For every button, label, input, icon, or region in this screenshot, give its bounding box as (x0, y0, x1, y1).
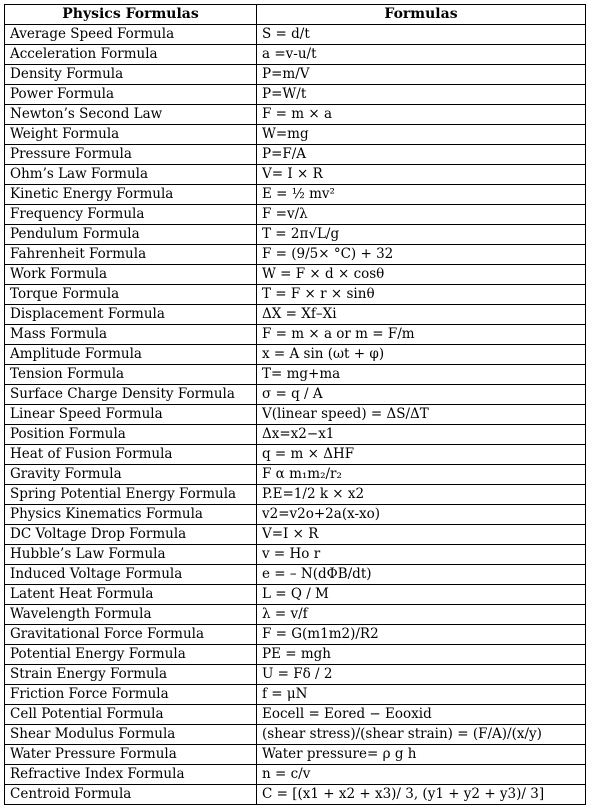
table-row (5, 605, 586, 625)
formula-expression-cell: P.E=1/2 k × x2 (257, 485, 586, 505)
formula-name-cell: Kinetic Energy Formula (5, 185, 257, 205)
formula-expression-cell: a =v-u/t (257, 45, 586, 65)
formula-name-cell: Weight Formula (5, 125, 257, 145)
formula-name-cell: Pressure Formula (5, 145, 257, 165)
table-row (5, 345, 586, 365)
formula-name-cell: Water Pressure Formula (5, 745, 257, 765)
formula-expression-cell: T = F × r × sinθ (257, 285, 586, 305)
formula-expression-cell: PE = mgh (257, 645, 586, 665)
table-row (5, 385, 586, 405)
formula-expression-cell: Δx=x2−x1 (257, 425, 586, 445)
formula-expression-cell: P=m/V (257, 65, 586, 85)
formula-expression-cell: V(linear speed) = ΔS/ΔT (257, 405, 586, 425)
table-row (5, 65, 586, 85)
table-row (5, 185, 586, 205)
formula-name-cell: Ohm’s Law Formula (5, 165, 257, 185)
table-row (5, 305, 586, 325)
formula-name-cell: Shear Modulus Formula (5, 725, 257, 745)
formula-name-cell: Power Formula (5, 85, 257, 105)
formula-name-cell: Mass Formula (5, 325, 257, 345)
table-row (5, 525, 586, 545)
formula-expression-cell: F = m × a (257, 105, 586, 125)
formula-name-cell: Latent Heat Formula (5, 585, 257, 605)
table-row (5, 45, 586, 65)
table-row (5, 165, 586, 185)
formula-name-cell: Acceleration Formula (5, 45, 257, 65)
table-row (5, 205, 586, 225)
formula-expression-cell: v = Ho r (257, 545, 586, 565)
formula-name-cell: Tension Formula (5, 365, 257, 385)
table-row (5, 245, 586, 265)
formula-name-cell: Density Formula (5, 65, 257, 85)
formula-expression-cell: q = m × ΔHF (257, 445, 586, 465)
formula-name-cell: Surface Charge Density Formula (5, 385, 257, 405)
table-row (5, 505, 586, 525)
formula-name-cell: DC Voltage Drop Formula (5, 525, 257, 545)
formula-name-cell: Displacement Formula (5, 305, 257, 325)
table-row (5, 705, 586, 725)
table-row (5, 105, 586, 125)
formula-name-cell: Hubble’s Law Formula (5, 545, 257, 565)
formula-expression-cell: e = – N(dΦB/dt) (257, 565, 586, 585)
formulas-table (4, 4, 586, 805)
formula-name-cell: Amplitude Formula (5, 345, 257, 365)
table-row (5, 265, 586, 285)
formula-expression-cell: L = Q / M (257, 585, 586, 605)
formula-expression-cell: F =v/λ (257, 205, 586, 225)
formula-expression-cell: T = 2π√L/g (257, 225, 586, 245)
formula-expression-cell: W=mg (257, 125, 586, 145)
formula-expression-cell: C = [(x1 + x2 + x3)/ 3, (y1 + y2 + y3)/ 3] (257, 785, 586, 805)
formula-expression-cell: U = Fδ / 2 (257, 665, 586, 685)
formula-name-cell: Fahrenheit Formula (5, 245, 257, 265)
formula-expression-cell: σ = q / A (257, 385, 586, 405)
table-row (5, 545, 586, 565)
formula-name-cell: Wavelength Formula (5, 605, 257, 625)
formula-name-cell: Torque Formula (5, 285, 257, 305)
formula-name-cell: Gravity Formula (5, 465, 257, 485)
header-physics-formulas: Physics Formulas (5, 5, 257, 25)
formula-expression-cell: V=I × R (257, 525, 586, 545)
table-row (5, 365, 586, 385)
table-row (5, 85, 586, 105)
formula-expression-cell: V= I × R (257, 165, 586, 185)
table-row (5, 285, 586, 305)
table-row (5, 325, 586, 345)
formula-expression-cell: (shear stress)/(shear strain) = (F/A)/(x/y) (257, 725, 586, 745)
table-row (5, 725, 586, 745)
table-row (5, 585, 586, 605)
table-row (5, 745, 586, 765)
table-row (5, 445, 586, 465)
formula-name-cell: Cell Potential Formula (5, 705, 257, 725)
formula-expression-cell: Eocell = Eored − Eooxid (257, 705, 586, 725)
formula-expression-cell: P=W/t (257, 85, 586, 105)
formula-name-cell: Frequency Formula (5, 205, 257, 225)
formula-name-cell: Friction Force Formula (5, 685, 257, 705)
table-row (5, 145, 586, 165)
formula-expression-cell: E = ½ mv² (257, 185, 586, 205)
formula-name-cell: Work Formula (5, 265, 257, 285)
table-row (5, 645, 586, 665)
table-row (5, 405, 586, 425)
formula-name-cell: Induced Voltage Formula (5, 565, 257, 585)
table-row (5, 625, 586, 645)
formula-name-cell: Pendulum Formula (5, 225, 257, 245)
formula-expression-cell: ΔX = Xf–Xi (257, 305, 586, 325)
formula-expression-cell: n = c/v (257, 765, 586, 785)
formula-name-cell: Average Speed Formula (5, 25, 257, 45)
formula-expression-cell: F = m × a or m = F/m (257, 325, 586, 345)
formula-expression-cell: F = G(m1m2)/R2 (257, 625, 586, 645)
formula-name-cell: Spring Potential Energy Formula (5, 485, 257, 505)
table-row (5, 465, 586, 485)
formula-expression-cell: f = μN (257, 685, 586, 705)
formula-name-cell: Physics Kinematics Formula (5, 505, 257, 525)
formula-expression-cell: F = (9/5× °C) + 32 (257, 245, 586, 265)
table-row (5, 685, 586, 705)
formula-name-cell: Linear Speed Formula (5, 405, 257, 425)
header-row (5, 5, 586, 25)
table-row (5, 485, 586, 505)
formula-expression-cell: T= mg+ma (257, 365, 586, 385)
table-row (5, 785, 586, 805)
formula-expression-cell: S = d/t (257, 25, 586, 45)
table-row (5, 125, 586, 145)
header-formulas: Formulas (257, 5, 586, 25)
formula-name-cell: Newton’s Second Law (5, 105, 257, 125)
formula-name-cell: Potential Energy Formula (5, 645, 257, 665)
formula-name-cell: Heat of Fusion Formula (5, 445, 257, 465)
formula-name-cell: Position Formula (5, 425, 257, 445)
formula-name-cell: Refractive Index Formula (5, 765, 257, 785)
table-row (5, 765, 586, 785)
table-row (5, 665, 586, 685)
table-row (5, 425, 586, 445)
formula-expression-cell: v2=v2o+2a(x-xo) (257, 505, 586, 525)
formula-expression-cell: W = F × d × cosθ (257, 265, 586, 285)
table-body (5, 25, 586, 805)
formula-name-cell: Gravitational Force Formula (5, 625, 257, 645)
table-row (5, 565, 586, 585)
formula-name-cell: Centroid Formula (5, 785, 257, 805)
table-row (5, 225, 586, 245)
formula-expression-cell: P=F/A (257, 145, 586, 165)
formula-expression-cell: Water pressure= ρ g h (257, 745, 586, 765)
formula-name-cell: Strain Energy Formula (5, 665, 257, 685)
table-row (5, 25, 586, 45)
formula-expression-cell: F α m₁m₂/r₂ (257, 465, 586, 485)
formula-expression-cell: x = A sin (ωt + φ) (257, 345, 586, 365)
formula-expression-cell: λ = v/f (257, 605, 586, 625)
